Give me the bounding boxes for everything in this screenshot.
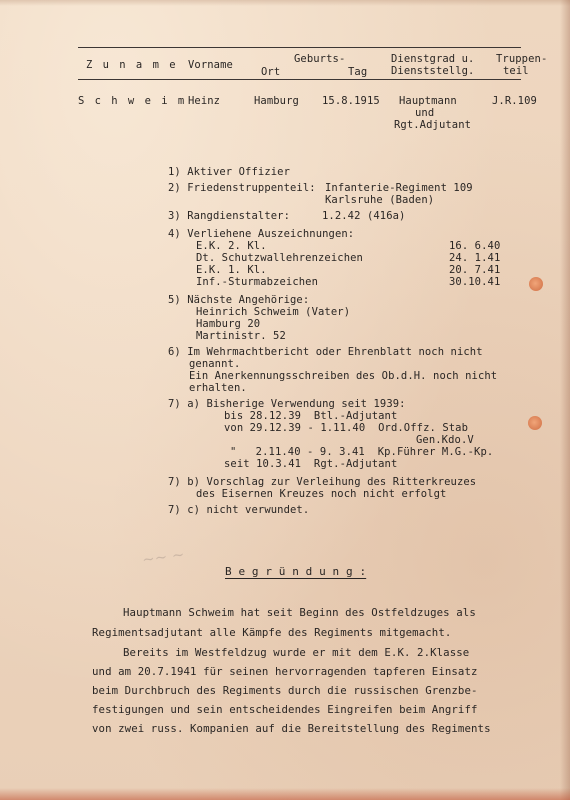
item-6-line: Ein Anerkennungsschreiben des Ob.d.H. noch nicht <box>189 370 498 382</box>
item-7a-line: bis 28.12.39 Btl.-Adjutant <box>224 410 398 422</box>
col-truppen-2: teil <box>503 65 529 77</box>
col-dienstgrad-1: Dienstgrad u. <box>391 53 475 65</box>
paper-bottom-edge <box>0 788 570 800</box>
begruendung-line: beim Durchbruch des Regiments durch die russischen Grenzbe- <box>92 684 478 697</box>
begruendung-line: Bereits im Westfeldzug wurde er mit dem E.K. 2.Klasse <box>123 646 470 659</box>
col-dienstgrad-2: Dienststellg. <box>391 65 475 77</box>
begruendung-line: Hauptmann Schweim hat seit Beginn des Ostfeldzuges als <box>123 606 476 619</box>
row-zuname: S c h w e i m <box>78 95 187 107</box>
paper-top-edge <box>0 0 570 6</box>
col-geburts: Geburts- <box>294 53 346 65</box>
col-zuname: Z u n a m e <box>86 59 178 71</box>
award-date: 30.10.41 <box>449 276 501 288</box>
item-2-label: 2) Friedenstruppenteil: <box>168 182 316 194</box>
item-5-line: Martinistr. 52 <box>196 330 286 342</box>
punch-hole-lower <box>528 416 542 430</box>
item-7b-line: des Eisernen Kreuzes noch nicht erfolgt <box>196 488 447 500</box>
punch-hole-upper <box>529 277 543 291</box>
begruendung-line: und am 20.7.1941 für seinen hervorragenden tapferen Einsatz <box>92 665 478 678</box>
col-vorname: Vorname <box>188 59 233 71</box>
award-name: E.K. 2. Kl. <box>196 240 267 252</box>
row-truppenteil: J.R.109 <box>492 95 537 107</box>
item-5-line: Hamburg 20 <box>196 318 261 330</box>
item-5-line: Heinrich Schweim (Vater) <box>196 306 351 318</box>
item-7c: 7) c) nicht verwundet. <box>168 504 310 516</box>
item-2-value-2: Karlsruhe (Baden) <box>325 194 435 206</box>
header-top-rule <box>78 47 521 48</box>
col-ort: Ort <box>261 66 281 78</box>
header-bottom-rule <box>78 79 521 80</box>
item-7a-line: von 29.12.39 - 1.11.40 Ord.Offz. Stab <box>224 422 469 434</box>
begruendung-line: von zwei russ. Kompanien auf die Bereitstellung des Regiments <box>92 722 491 735</box>
award-name: Inf.-Sturmabzeichen <box>196 276 319 288</box>
item-5-label: 5) Nächste Angehörige: <box>168 294 310 306</box>
item-7a-label: 7) a) Bisherige Verwendung seit 1939: <box>168 398 406 410</box>
pencil-mark: ~~ ~ <box>140 545 186 569</box>
paper-right-edge <box>560 0 570 800</box>
col-truppen-1: Truppen- <box>496 53 548 65</box>
row-dienstgrad-2: und <box>415 107 435 119</box>
item-2-value-1: Infanterie-Regiment 109 <box>325 182 473 194</box>
item-4-label: 4) Verliehene Auszeichnungen: <box>168 228 355 240</box>
row-vorname: Heinz <box>188 95 221 107</box>
row-tag: 15.8.1915 <box>322 95 380 107</box>
item-7a-line: Gen.Kdo.V <box>416 434 474 446</box>
item-7a-line: seit 10.3.41 Rgt.-Adjutant <box>224 458 398 470</box>
begruendung-line: festigungen und sein entscheidendes Eingreifen beim Angriff <box>92 703 478 716</box>
item-3-value: 1.2.42 (416a) <box>322 210 406 222</box>
item-6-line: erhalten. <box>189 382 247 394</box>
begruendung-line: Regimentsadjutant alle Kämpfe des Regiments mitgemacht. <box>92 626 452 639</box>
item-7a-line: " 2.11.40 - 9. 3.41 Kp.Führer M.G.-Kp. <box>230 446 494 458</box>
award-date: 16. 6.40 <box>449 240 501 252</box>
award-name: E.K. 1. Kl. <box>196 264 267 276</box>
item-3-label: 3) Rangdienstalter: <box>168 210 291 222</box>
row-ort: Hamburg <box>254 95 299 107</box>
item-1: 1) Aktiver Offizier <box>168 166 291 178</box>
award-name: Dt. Schutzwallehrenzeichen <box>196 252 363 264</box>
col-tag: Tag <box>348 66 368 78</box>
row-dienstgrad-1: Hauptmann <box>399 95 457 107</box>
item-6-line: genannt. <box>189 358 241 370</box>
row-dienstgrad-3: Rgt.Adjutant <box>394 119 472 131</box>
item-6-line: 6) Im Wehrmachtbericht oder Ehrenblatt noch nicht <box>168 346 483 358</box>
award-date: 20. 7.41 <box>449 264 501 276</box>
begruendung-heading: B e g r ü n d u n g : <box>225 565 367 578</box>
item-7b-line: 7) b) Vorschlag zur Verleihung des Ritterkreuzes <box>168 476 477 488</box>
award-date: 24. 1.41 <box>449 252 501 264</box>
